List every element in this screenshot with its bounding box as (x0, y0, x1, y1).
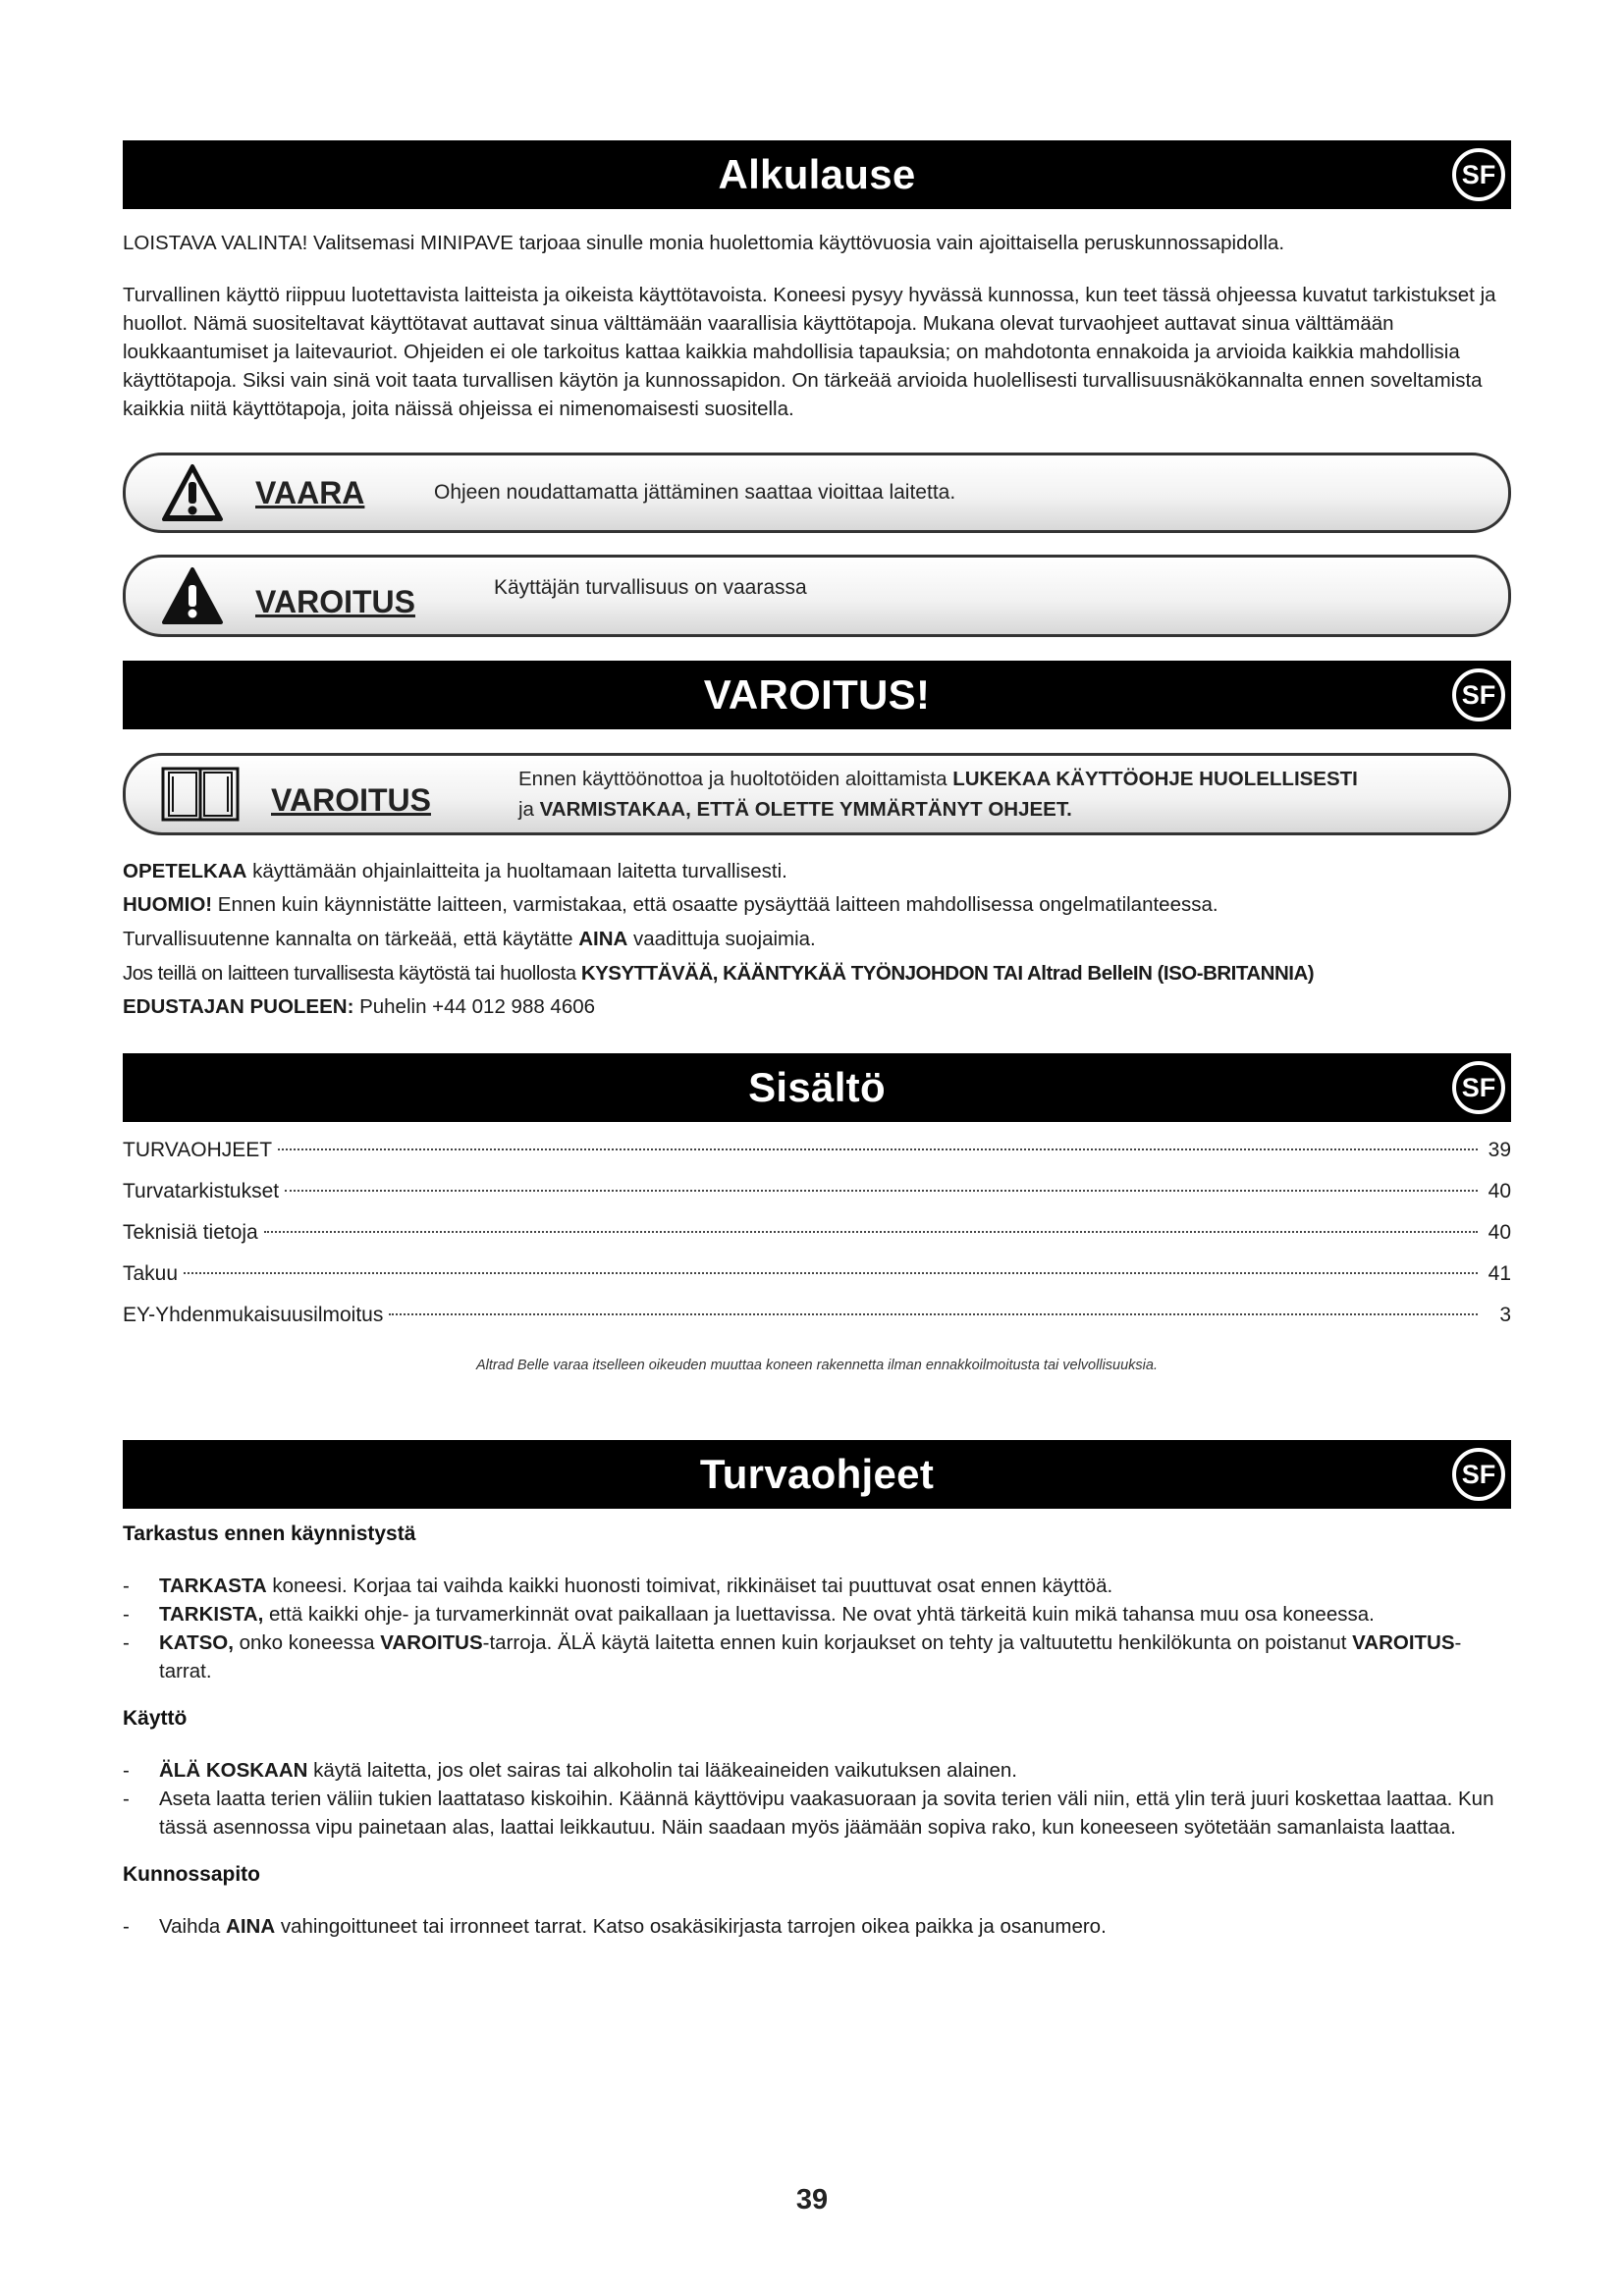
toc-entry[interactable]: Takuu 41 (123, 1262, 1511, 1285)
toc-entry[interactable]: EY-Yhdenmukaisuusilmoitus 3 (123, 1304, 1511, 1326)
varoitus-label: VAROITUS (255, 583, 415, 619)
turvaohjeet-banner (123, 1440, 1511, 1509)
list-item: - ÄLÄ KOSKAAN käytä laitetta, jos olet sairas tai alkoholin tai lääkeaineiden vaikutuksen alainen. (123, 1759, 1017, 1782)
book-icon (159, 763, 242, 826)
kunnossapito-heading: Kunnossapito (123, 1863, 260, 1886)
disclaimer: Altrad Belle varaa itselleen oikeuden muuttaa koneen rakennetta ilman ennakkoilmoitusta tai velvollisuuksia. (476, 1358, 1158, 1373)
varoitus-title: VAROITUS! (703, 671, 931, 718)
table-of-contents (123, 1130, 1511, 1336)
toc-entry[interactable]: TURVAOHJEET 39 (123, 1139, 1511, 1161)
warning-line-2: HUOMIO! Ennen kuin käynnistätte laitteen, varmistakaa, että osaatte pysäyttää laitteen mahdollisessa ongelmatilanteessa. (123, 893, 1218, 916)
sf-badge: SF (1452, 148, 1505, 201)
toc-entry[interactable]: Teknisiä tietoja 40 (123, 1221, 1511, 1244)
kaytto-heading: Käyttö (123, 1707, 188, 1730)
sf-badge: SF (1452, 668, 1505, 721)
varoitus-banner (123, 661, 1511, 729)
alkulause-banner (123, 140, 1511, 209)
safety-paragraph: Turvallinen käyttö riippuu luotettavista laitteista ja oikeista käyttötavoista. Koneesi pysyy hyvässä kunnossa, kun teet tässä ohjeessa kuvatut tarkistukset ja huollot. Nämä suositeltavat käyttötavat auttavat sinua välttämään vaarallisia käyttötapoja. Mukana olevat turvaohjeet auttavat sinua välttämään loukkaantumiset ja laitevauriot. Ohjeiden ei ole tarkoitus kattaa kaikkia mahdollisia tapauksia; on mahdotonta ennakoida ja arvioida kaikkia mahdollisia käyttötapoja. Siksi vain sinä voit taata turvallisen käytön ja kunnossapidon. On tärkeää arvioida huolellisesti turvallisuusnäkökannalta ennen soveltamista kaikkia niitä käyttötapoja, joita näissä ohjeissa ei nimenomaisesti suositella. (123, 284, 1496, 420)
kaytto-list (123, 1756, 1511, 1842)
toc-entry[interactable]: Turvatarkistukset 40 (123, 1180, 1511, 1202)
list-item: - KATSO, onko koneessa VAROITUS-tarroja. ÄLÄ käytä laitetta ennen kuin korjaukset on tehty ja valtuutettu henkilökunta on poistanut VAROITUS-tarrat. (123, 1631, 1462, 1682)
sf-badge: SF (1452, 1061, 1505, 1114)
list-item: - TARKASTA koneesi. Korjaa tai vaihda kaikki huonosti toimivat, rikkinäiset tai puuttuvat osat ennen käyttöä. (123, 1575, 1113, 1597)
read-manual-box (123, 753, 1511, 835)
warning-line-3: Turvallisuutenne kannalta on tärkeää, että käytätte AINA vaadittuja suojaimia. (123, 928, 816, 950)
page-number: 39 (795, 2184, 829, 2216)
list-item: - Vaihda AINA vahingoittuneet tai irronneet tarrat. Katso osakäsikirjasta tarrojen oikea paikka ja osanumero. (123, 1915, 1107, 1938)
warning-filled-icon (161, 565, 224, 626)
vaara-label: VAARA (255, 474, 365, 510)
kunnossapito-list (123, 1912, 1511, 1941)
vaara-text: Ohjeen noudattamatta jättäminen saattaa vioittaa laitetta. (434, 481, 956, 504)
manual-page (123, 140, 1511, 1941)
intro-paragraph: LOISTAVA VALINTA! Valitsemasi MINIPAVE tarjoaa sinulle monia huolettomia käyttövuosia vain ajoittaisella peruskunnossapidolla. (123, 232, 1285, 254)
list-item: - Aseta laatta terien väliin tukien laattataso kiskoihin. Käännä käyttövipu vaakasuoraan ja sovita terien väli niin, että ylin terä juuri koskettaa laattaa. Kun tässä asennossa vipu painetaan alas, laattai leikkautuu. Näin saadaan myös jäämään sopiva rako, kun koneeseen syötetään samanlaista laattaa. (123, 1788, 1494, 1839)
sisalto-title: Sisältö (748, 1064, 886, 1110)
list-item: - TARKISTA, että kaikki ohje- ja turvamerkinnät ovat paikallaan ja luettavissa. Ne ovat yhtä tärkeitä kuin mikä tahansa muu osa koneessa. (123, 1603, 1375, 1626)
vaara-box (123, 453, 1511, 533)
manual-varoitus-label: VAROITUS (271, 781, 431, 818)
sisalto-banner (123, 1053, 1511, 1122)
warning-line-5: EDUSTAJAN PUOLEEN: Puhelin +44 012 988 4606 (123, 995, 596, 1018)
warning-line-4: Jos teillä on laitteen turvallisesta käytöstä tai huollosta KYSYTTÄVÄÄ, KÄÄNTYKÄÄ TYÖNJOHDON TAI Altrad BelleIN (ISO-BRITANNIA) (123, 962, 1315, 985)
varoitus-text: Käyttäjän turvallisuus on vaarassa (494, 576, 807, 599)
sf-badge: SF (1452, 1448, 1505, 1501)
varoitus-box (123, 555, 1511, 637)
turvaohjeet-title: Turvaohjeet (699, 1451, 935, 1497)
warning-line-1: OPETELKAA käyttämään ohjainlaitteita ja huoltamaan laitetta turvallisesti. (123, 860, 787, 882)
warning-outline-icon (161, 462, 224, 523)
tarkastus-list (123, 1572, 1511, 1685)
tarkastus-heading: Tarkastus ennen käynnistystä (123, 1522, 416, 1545)
alkulause-title: Alkulause (718, 151, 916, 197)
warning-lines (123, 855, 1511, 1024)
manual-instructions: Ennen käyttöönottoa ja huoltotöiden aloittamista LUKEKAA KÄYTTÖOHJE HUOLELLISESTI ja VARMISTAKAA, ETTÄ OLETTE YMMÄRTÄNYT OHJEET. (518, 768, 1358, 821)
